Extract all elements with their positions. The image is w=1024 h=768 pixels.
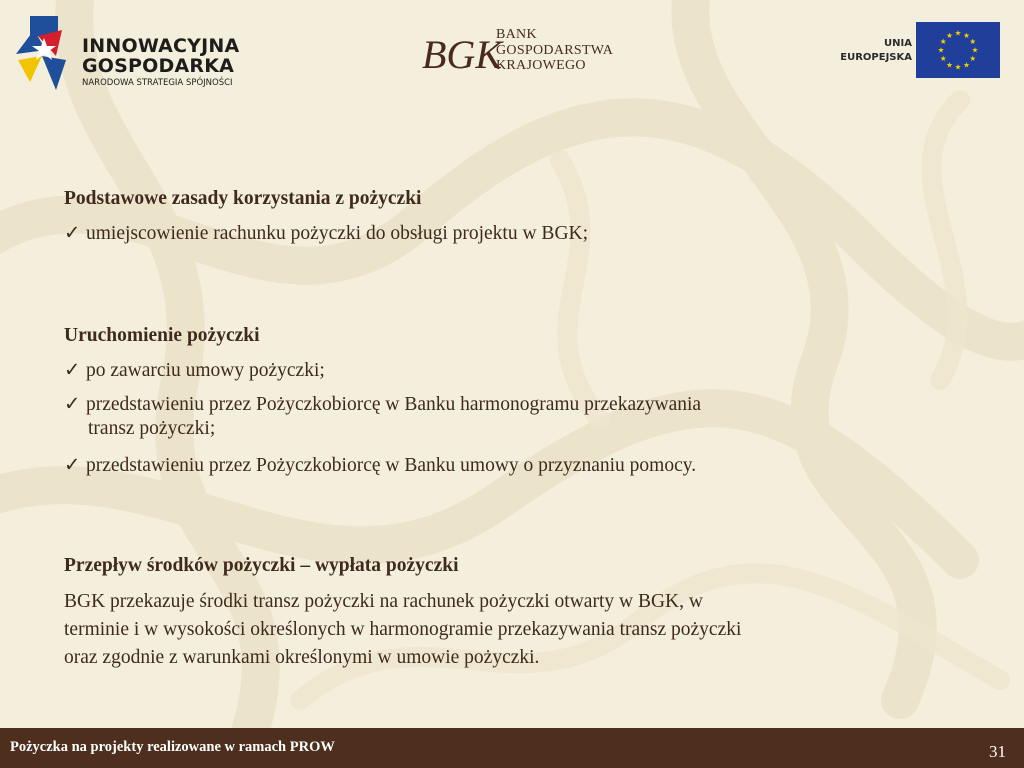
- check-icon: ✓: [64, 455, 81, 476]
- bullet-text: przedstawieniu przez Pożyczkobiorcę w Banku harmonogramu przekazywania: [86, 394, 702, 415]
- eu-flag-icon: [916, 22, 1000, 78]
- bullet-text: przedstawieniu przez Pożyczkobiorcę w Banku umowy o przyznaniu pomocy.: [86, 455, 697, 476]
- eu-star-icon: ★: [969, 54, 977, 64]
- eu-star-icon: ★: [971, 45, 979, 55]
- ig-line2: GOSPODARKA: [82, 55, 235, 77]
- eu-star-icon: ★: [946, 30, 953, 40]
- eu-star-icon: ★: [954, 62, 962, 72]
- check-icon: ✓: [64, 223, 81, 244]
- bullet-text: po zawarciu umowy pożyczki;: [86, 360, 325, 381]
- bullet-text-continuation: transz pożyczki;: [88, 418, 216, 439]
- eu-line1: UNIA: [884, 38, 912, 49]
- slide-footer: [0, 728, 1024, 768]
- section-title-funds-flow: Przepływ środków pożyczki – wypłata pożyczki: [64, 555, 459, 576]
- paragraph-line: oraz zgodnie z warunkami określonymi w umowie pożyczki.: [64, 647, 540, 668]
- eu-star-icon: ★: [963, 60, 970, 70]
- paragraph: [64, 588, 964, 672]
- ig-line1: INNOWACYJNA: [82, 35, 240, 57]
- innowacyjna-gospodarka-logo: [16, 16, 256, 96]
- eu-star-icon: ★: [969, 37, 977, 47]
- bgk-monogram: BGK: [422, 32, 502, 77]
- check-icon: ✓: [64, 394, 81, 415]
- bgk-line2: GOSPODARSTWA: [496, 42, 614, 58]
- bullet-text: umiejscowienie rachunku pożyczki do obsługi projektu w BGK;: [86, 223, 589, 244]
- slide-header: [0, 0, 1024, 100]
- eu-star-icon: ★: [946, 60, 953, 70]
- ig-line3: NARODOWA STRATEGIA SPÓJNOŚCI: [82, 78, 233, 88]
- eu-star-icon: ★: [939, 37, 947, 47]
- bullet-item: [64, 454, 696, 478]
- bullet-item: [64, 393, 701, 441]
- eu-star-icon: ★: [954, 28, 962, 38]
- section-title-launch: Uruchomienie pożyczki: [64, 325, 260, 346]
- eu-line2: EUROPEJSKA: [840, 52, 912, 63]
- page-number: 31: [989, 742, 1006, 761]
- check-icon: ✓: [64, 360, 81, 381]
- eu-star-icon: ★: [937, 45, 945, 55]
- eu-star-icon: ★: [963, 30, 970, 40]
- bgk-logo: [420, 26, 630, 82]
- bgk-line3: KRAJOWEGO: [496, 58, 586, 73]
- bgk-monogram-icon: [420, 28, 502, 77]
- bgk-line1: BANK: [496, 27, 537, 42]
- bullet-item: [64, 359, 325, 383]
- paragraph-line: terminie i w wysokości określonych w harmonogramie przekazywania transz pożyczki: [64, 619, 742, 640]
- eu-logo: [832, 22, 1004, 80]
- section-title-basic-rules: Podstawowe zasady korzystania z pożyczki: [64, 188, 422, 209]
- bullet-item: [64, 222, 588, 246]
- footer-title: Pożyczka na projekty realizowane w ramach PROW: [10, 739, 335, 755]
- eu-star-icon: ★: [939, 54, 947, 64]
- paragraph-line: BGK przekazuje środki transz pożyczki na rachunek pożyczki otwarty w BGK, w: [64, 591, 703, 612]
- ig-emblem-icon: [16, 16, 74, 94]
